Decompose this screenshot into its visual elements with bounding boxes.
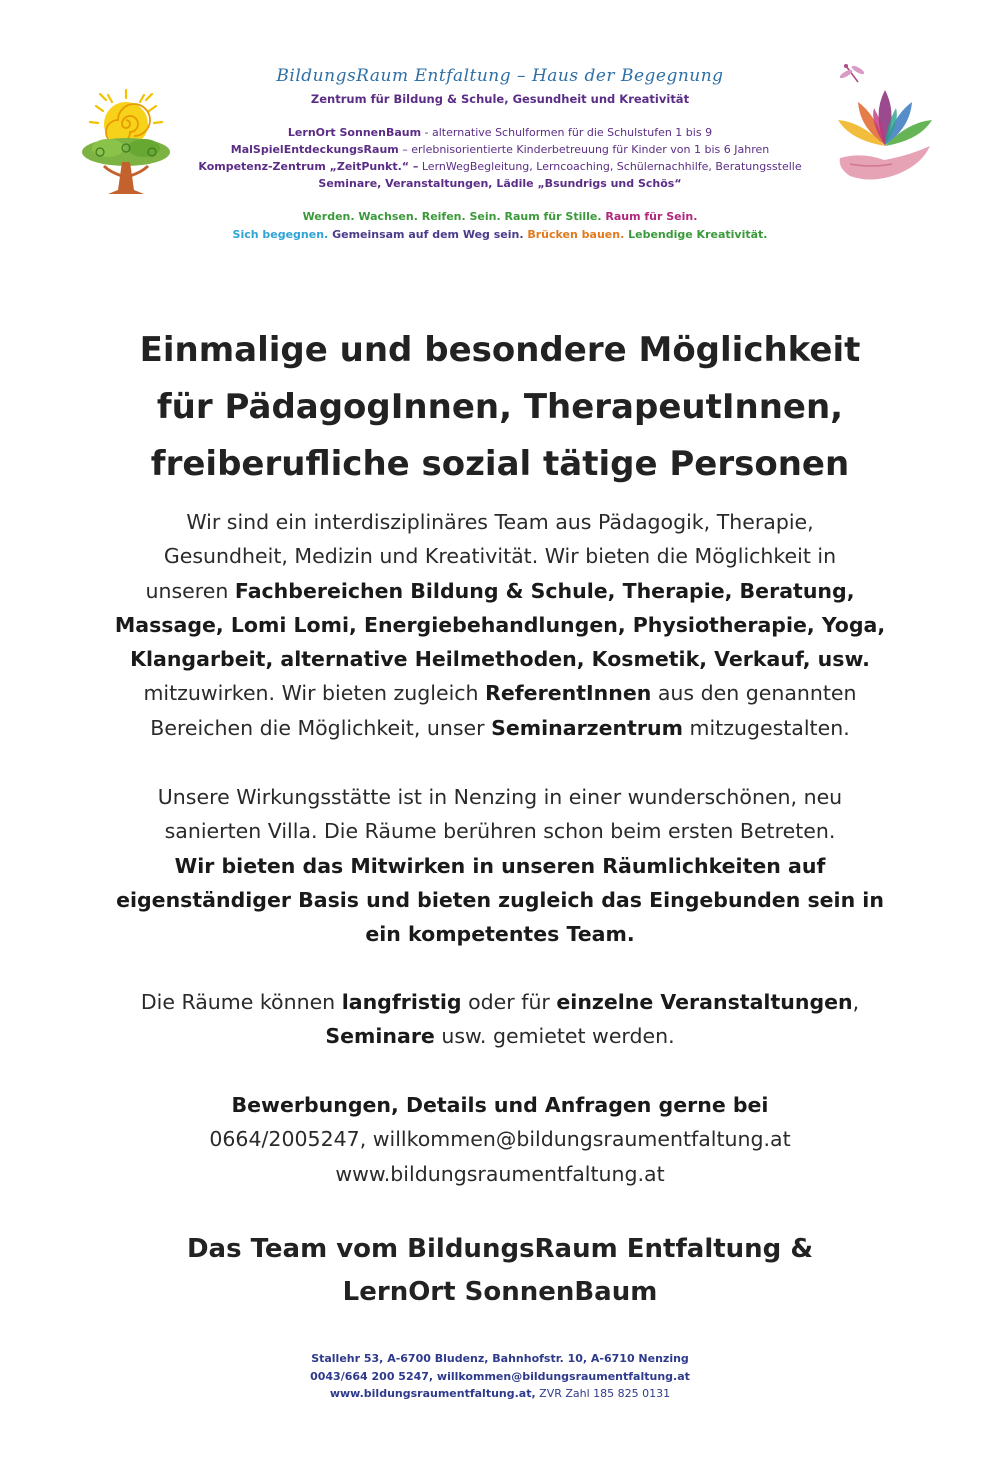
slogan-line-1: Werden. Wachsen. Reifen. Sein. Raum für Stille. Raum für Sein. [302,210,698,223]
offer-item: LernOrt SonnenBaum - alternative Schulformen für die Schulstufen 1 bis 9 [287,126,713,139]
contact-block [60,1088,940,1191]
slogan-line-2: Sich begegnen. Gemeinsam auf dem Weg sein. Brücken bauen. Lebendige Kreativität. [232,228,768,241]
offer-item: Kompetenz-Zentrum „ZeitPunkt.“ – LernWegBegleitung, Lerncoaching, Schülernachhilfe, Beratungsstelle [198,160,802,173]
offer-item: MalSpielEntdeckungsRaum – erlebnisorientierte Kinderbetreuung für Kinder von 1 bis 6 Jahren [230,143,770,156]
closing-signature: Das Team vom BildungsRaum Entfaltung & LernOrt SonnenBaum [186,1234,814,1307]
organization-title: BildungsRaum Entfaltung – Haus der Begegnung [276,66,724,86]
dragonfly-icon [839,64,866,82]
sun-tree-icon [78,86,174,198]
letterhead [190,66,810,244]
intro-paragraph: Wir sind ein interdisziplinäres Team aus Pädagogik, Therapie, Gesundheit, Medizin und Kreativität. Wir bieten die Möglichkeit in unseren Fachbereichen Bildung & Schule, Therapie, Beratung, Massage, Lomi Lomi, Energiebehandlungen, Physiotherapie, Yoga, Klangarbeit, alternative Heilmethoden, Kosmetik, Verkauf, usw. mitzuwirken. Wir bieten zugleich ReferentInnen aus den genannten Bereichen die Möglichkeit, unser Seminarzentrum mitzugestalten. [114,510,886,740]
venue-paragraph: Unsere Wirkungsstätte ist in Nenzing in einer wunderschönen, neu sanierten Villa. Die Räume berühren schon beim ersten Betreten. Wir bieten das Mitwirken in unseren Räumlichkeiten auf eigenständiger Basis und bieten zugleich das Eingebunden sein in ein kompetentes Team. [116,785,884,947]
page-headline: Einmalige und besondere Möglichkeit für PädagogInnen, TherapeutInnen, freiberufliche sozial tätige Personen [139,330,861,484]
slogan [190,208,810,244]
contact-website[interactable]: www.bildungsraumentfaltung.at [335,1161,665,1186]
footer-address: Stallehr 53, A-6700 Bludenz, Bahnhofstr. 10, A-6710 Nenzing 0043/664 200 5247, willkommen@bildungsraumentfaltung.at www.bildungsraumentfaltung.at, ZVR Zahl 185 825 0131 [310,1352,690,1400]
lotus-hand-icon [832,60,938,188]
rental-paragraph: Die Räume können langfristig oder für einzelne Veranstaltungen, Seminare usw. gemietet werden. [140,990,860,1049]
organization-subtitle: Zentrum für Bildung & Schule, Gesundheit und Kreativität [310,92,690,106]
offer-list [190,124,810,192]
contact-phone-email[interactable]: 0664/2005247, willkommen@bildungsraumentfaltung.at [209,1127,791,1152]
offer-item: Seminare, Veranstaltungen, Lädile „Bsundrigs und Schös“ [318,177,682,190]
contact-heading: Bewerbungen, Details und Anfragen gerne bei [231,1093,769,1117]
